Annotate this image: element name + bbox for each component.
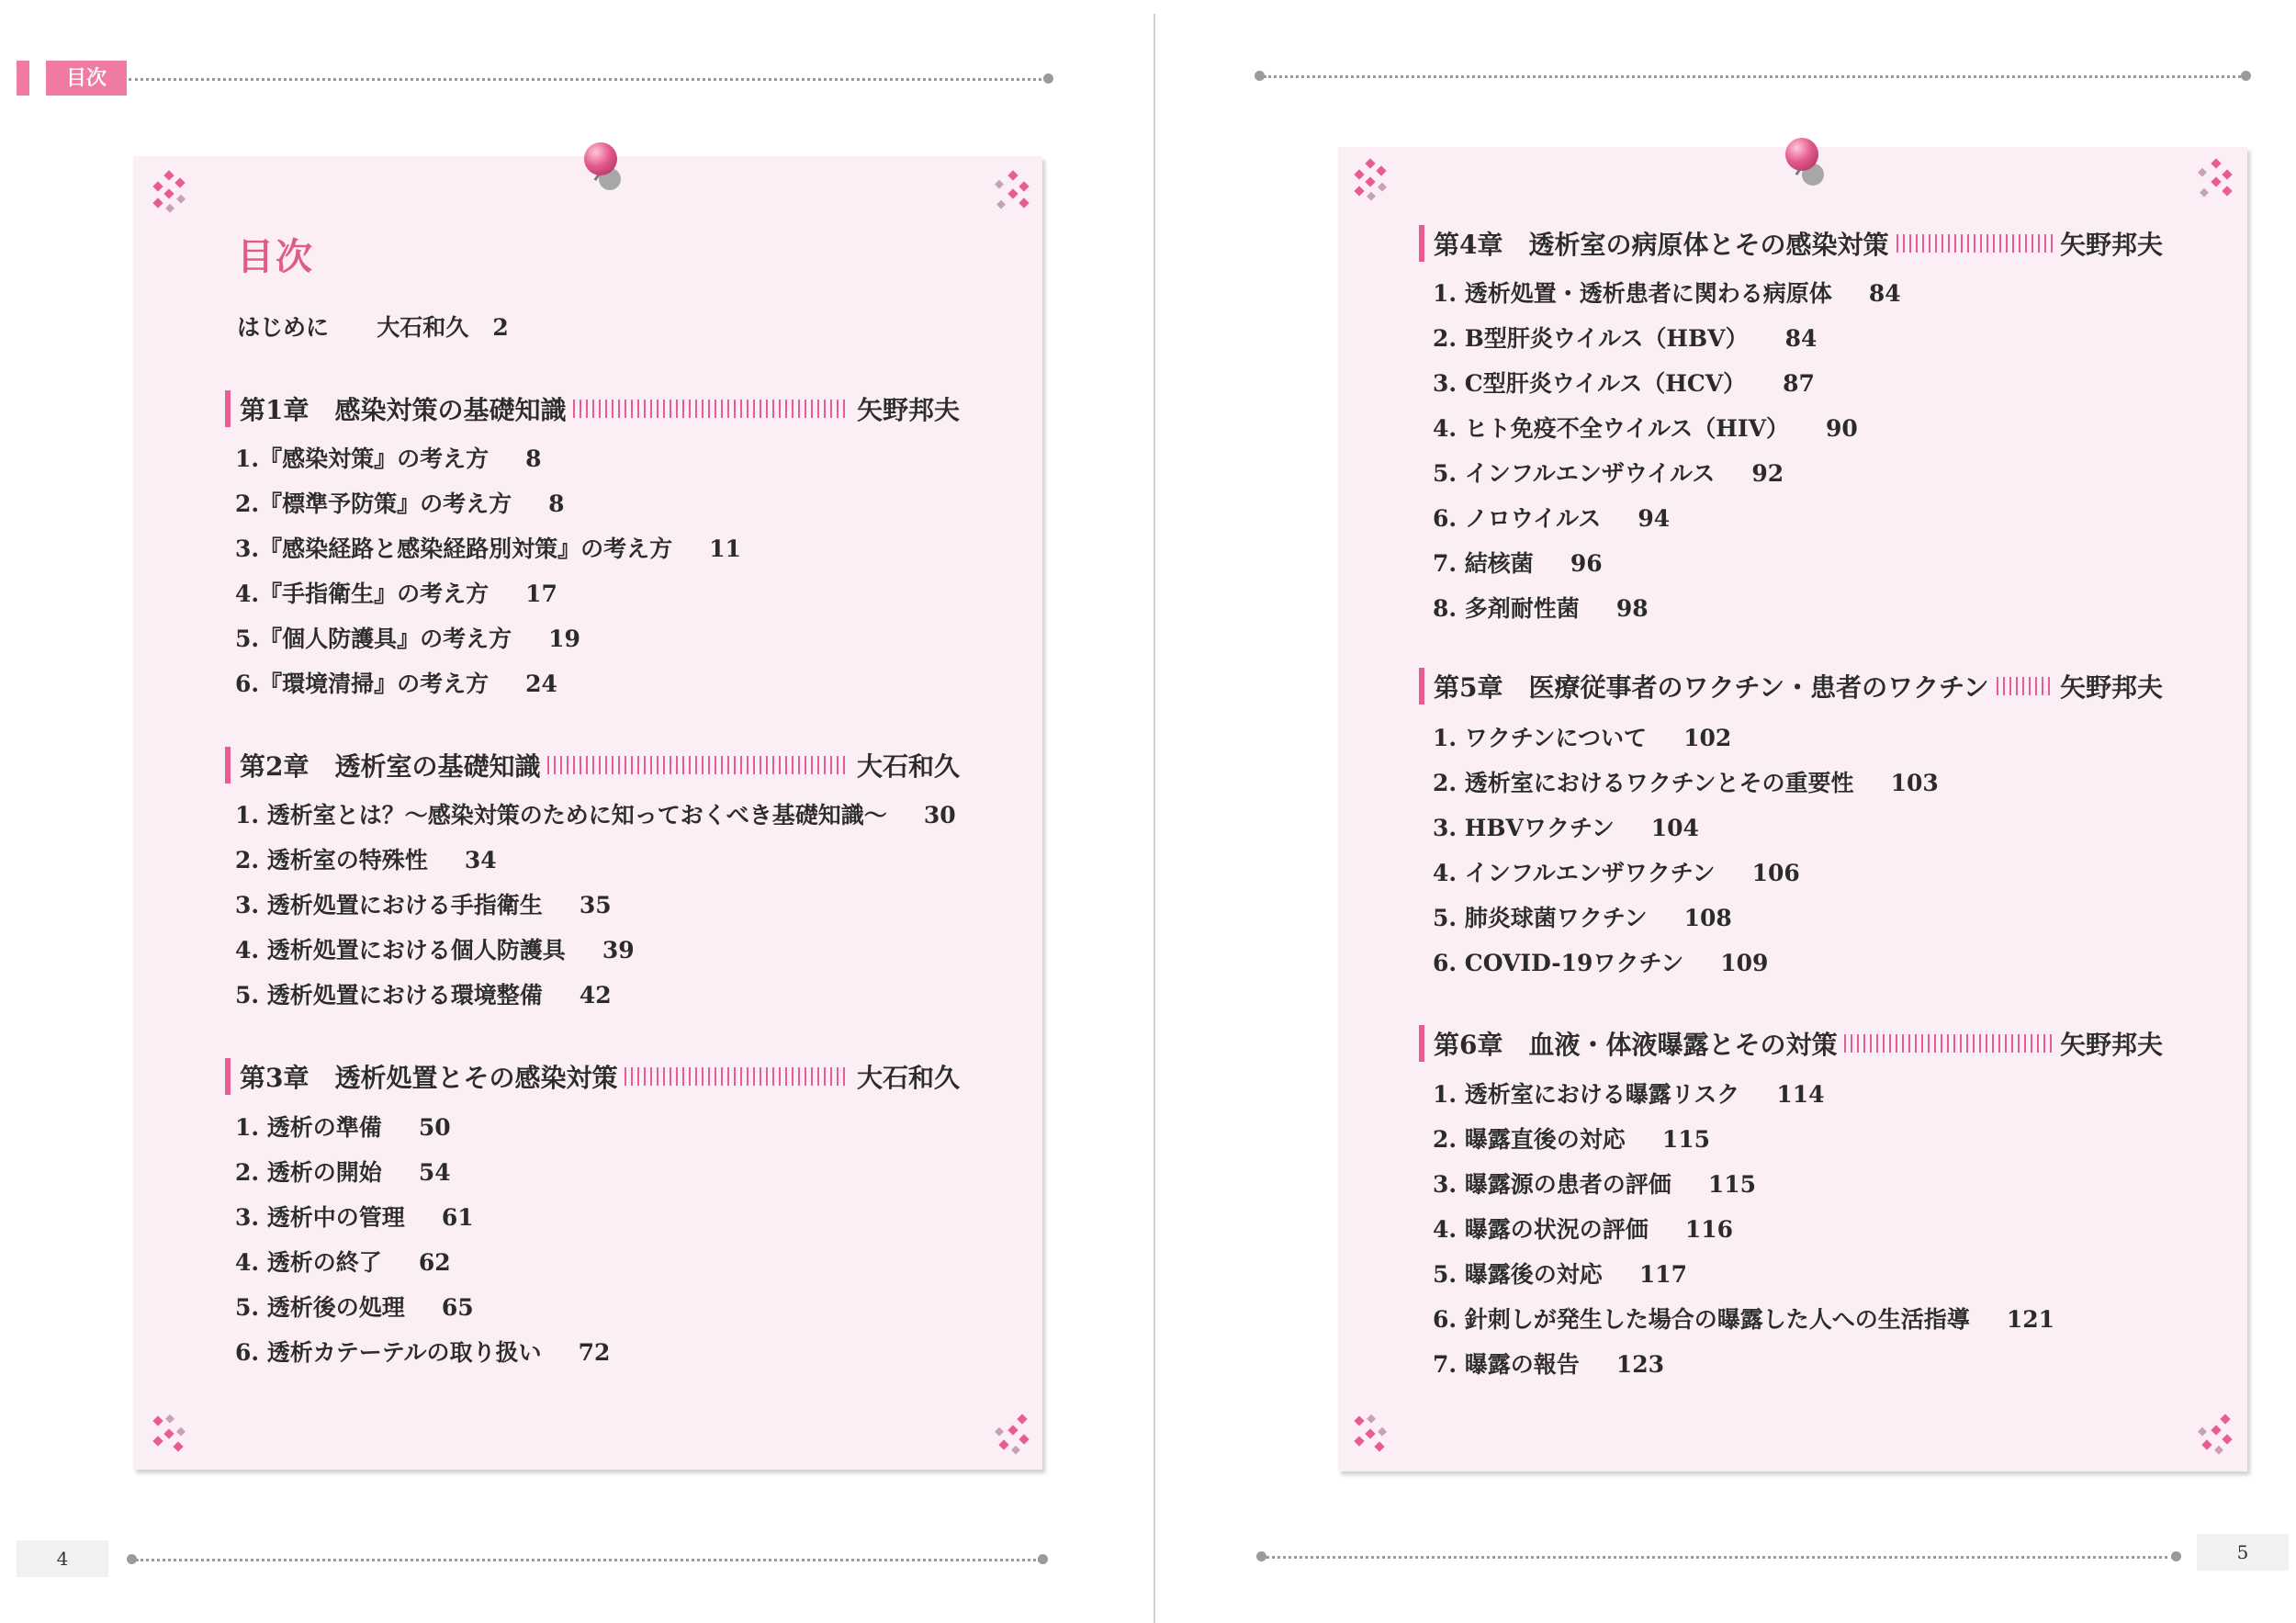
toc-item: 1. 透析処置・透析患者に関わる病原体 84 xyxy=(1433,280,1901,307)
pushpin-icon xyxy=(1785,138,1818,171)
diamond-ornament-icon xyxy=(2190,1410,2238,1458)
toc-item: 4. 透析の終了 62 xyxy=(235,1249,451,1276)
toc-item: 2. 曝露直後の対応 115 xyxy=(1433,1126,1710,1153)
toc-intro xyxy=(237,310,509,343)
toc-item: 1. ワクチンについて 102 xyxy=(1433,725,1732,751)
chapter-author: 大石和久 xyxy=(856,751,960,782)
diamond-ornament-icon xyxy=(1348,1410,1396,1458)
intro-author: 大石和久 xyxy=(377,314,469,341)
header-rule-left xyxy=(129,78,1047,81)
toc-item: 2. 透析室におけるワクチンとその重要性 103 xyxy=(1433,770,1939,796)
toc-item: 2.『標準予防策』の考え方 8 xyxy=(235,490,565,517)
chapter-title: 第6章 血液・体液曝露とその対策 xyxy=(1434,1030,1838,1060)
pushpin-icon xyxy=(584,142,617,175)
intro-page: 2 xyxy=(492,314,509,341)
footer-rule-right xyxy=(1266,1556,2175,1559)
toc-item: 5.『個人防護具』の考え方 19 xyxy=(235,626,580,652)
header-rule-end-dot xyxy=(1043,73,1053,84)
toc-item: 6. 透析カテーテルの取り扱い 72 xyxy=(235,1339,611,1366)
toc-item: 6. ノロウイルス 94 xyxy=(1433,505,1671,532)
diamond-ornament-icon xyxy=(147,170,195,218)
diamond-ornament-icon xyxy=(987,1410,1035,1458)
header-tab: 目次 xyxy=(46,61,127,96)
chapter-leader xyxy=(1997,677,2053,695)
toc-item: 3. 透析中の管理 61 xyxy=(235,1204,474,1231)
chapter-heading xyxy=(225,1058,960,1095)
chapter-author: 矢野邦夫 xyxy=(2059,672,2163,703)
toc-item: 5. 透析処置における環境整備 42 xyxy=(235,982,612,1009)
chapter-heading xyxy=(225,747,960,783)
toc-item: 6.『環境清掃』の考え方 24 xyxy=(235,671,557,697)
diamond-ornament-icon xyxy=(987,170,1035,218)
intro-label: はじめに xyxy=(237,314,330,341)
toc-item: 4.『手指衛生』の考え方 17 xyxy=(235,580,557,607)
toc-item: 4. ヒト免疫不全ウイルス（HIV） 90 xyxy=(1433,415,1858,442)
chapter-heading xyxy=(1419,1025,2163,1062)
chapter-marker xyxy=(225,390,231,427)
header-rule-end-dot xyxy=(2241,71,2251,81)
toc-item: 1. 透析室とは？～感染対策のために知っておくべき基礎知識～ 30 xyxy=(235,802,956,828)
footer-rule-end-dot xyxy=(2171,1551,2181,1561)
toc-item: 6. 針刺しが発生した場合の曝露した人への生活指導 121 xyxy=(1433,1306,2054,1333)
toc-item: 1. 透析室における曝露リスク 114 xyxy=(1433,1081,1825,1108)
toc-item: 3. 透析処置における手指衛生 35 xyxy=(235,892,612,919)
chapter-title: 第4章 透析室の病原体とその感染対策 xyxy=(1434,230,1889,260)
toc-item: 3.『感染経路と感染経路別対策』の考え方 11 xyxy=(235,535,741,562)
chapter-marker xyxy=(1419,225,1424,262)
chapter-title: 第2章 透析室の基礎知識 xyxy=(240,751,541,782)
chapter-heading xyxy=(225,390,960,427)
page-number-right: 5 xyxy=(2197,1534,2289,1571)
toc-item: 3. C型肝炎ウイルス（HCV） 87 xyxy=(1433,370,1815,397)
page-number-left: 4 xyxy=(17,1540,108,1577)
chapter-leader xyxy=(625,1067,850,1086)
toc-item: 5. インフルエンザウイルス 92 xyxy=(1433,460,1784,487)
diamond-ornament-icon xyxy=(147,1410,195,1458)
chapter-author: 矢野邦夫 xyxy=(2059,230,2163,260)
chapter-leader xyxy=(547,756,850,774)
toc-item: 7. 曝露の報告 123 xyxy=(1433,1351,1664,1378)
footer-rule-end-dot xyxy=(1038,1554,1048,1564)
chapter-marker xyxy=(225,747,231,783)
toc-item: 5. 透析後の処理 65 xyxy=(235,1294,474,1321)
toc-item: 5. 曝露後の対応 117 xyxy=(1433,1261,1687,1288)
chapter-title: 第3章 透析処置とその感染対策 xyxy=(240,1063,618,1093)
toc-item: 4. 透析処置における個人防護具 39 xyxy=(235,937,635,964)
chapter-marker xyxy=(225,1058,231,1095)
chapter-marker xyxy=(1419,1025,1424,1062)
toc-item: 3. HBVワクチン 104 xyxy=(1433,815,1699,841)
chapter-title: 第5章 医療従事者のワクチン・患者のワクチン xyxy=(1434,672,1989,703)
chapter-leader xyxy=(573,400,850,418)
toc-item: 2. 透析の開始 54 xyxy=(235,1159,451,1186)
toc-item: 4. 曝露の状況の評価 116 xyxy=(1433,1216,1733,1243)
footer-rule-left xyxy=(136,1559,1041,1561)
chapter-author: 矢野邦夫 xyxy=(2059,1030,2163,1060)
diamond-ornament-icon xyxy=(2190,158,2238,206)
toc-item: 6. COVID-19ワクチン 109 xyxy=(1433,950,1769,976)
toc-item: 5. 肺炎球菌ワクチン 108 xyxy=(1433,905,1732,931)
toc-item: 4. インフルエンザワクチン 106 xyxy=(1433,860,1800,886)
chapter-heading xyxy=(1419,225,2163,262)
page-spine xyxy=(1154,14,1155,1623)
header-tab-strip xyxy=(17,61,29,96)
chapter-marker xyxy=(1419,668,1424,704)
toc-item: 7. 結核菌 96 xyxy=(1433,550,1603,577)
toc-item: 1. 透析の準備 50 xyxy=(235,1114,451,1141)
toc-item: 2. B型肝炎ウイルス（HBV） 84 xyxy=(1433,325,1818,352)
page-title: 目次 xyxy=(237,235,314,278)
toc-item: 2. 透析室の特殊性 34 xyxy=(235,847,497,873)
toc-item: 8. 多剤耐性菌 98 xyxy=(1433,595,1649,622)
chapter-heading xyxy=(1419,668,2163,704)
header-rule-right xyxy=(1264,75,2246,78)
chapter-author: 大石和久 xyxy=(856,1063,960,1093)
toc-item: 3. 曝露源の患者の評価 115 xyxy=(1433,1171,1756,1198)
chapter-leader xyxy=(1844,1034,2053,1053)
chapter-title: 第1章 感染対策の基礎知識 xyxy=(240,395,567,425)
chapter-leader xyxy=(1896,234,2053,253)
diamond-ornament-icon xyxy=(1348,158,1396,206)
chapter-author: 矢野邦夫 xyxy=(856,395,960,425)
toc-item: 1.『感染対策』の考え方 8 xyxy=(235,445,542,472)
